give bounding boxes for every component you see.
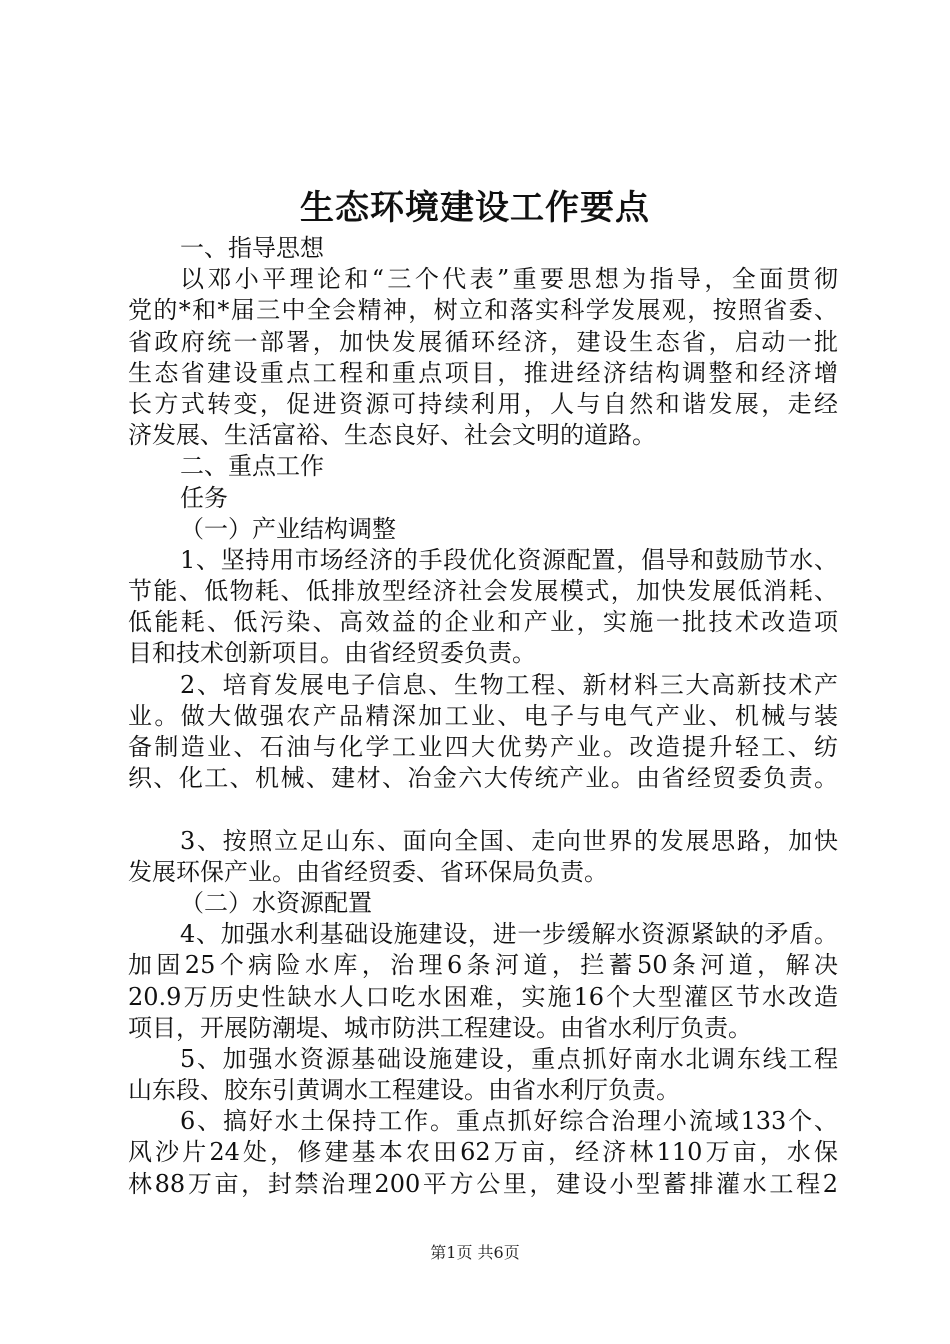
paragraph-line: 业。做大做强农产品精深加工业、电子与电气产业、机械与装 bbox=[128, 701, 838, 730]
subsection-heading: （一）产业结构调整 bbox=[180, 514, 396, 543]
paragraph-line: 节能、低物耗、低排放型经济社会发展模式，加快发展低消耗、 bbox=[128, 577, 838, 606]
document-body bbox=[128, 233, 838, 1200]
paragraph-line: 5、加强水资源基础设施建设，重点抓好南水北调东线工程 bbox=[180, 1044, 838, 1073]
paragraph-line: 备制造业、石油与化学工业四大优势产业。改造提升轻工、纺 bbox=[128, 733, 838, 761]
paragraph-line: 项目，开展防潮堤、城市防洪工程建设。由省水利厅负责。 bbox=[128, 1013, 752, 1042]
paragraph-line: 林88万亩，封禁治理200平方公里，建设小型蓄排灌水工程2 bbox=[128, 1169, 838, 1198]
paragraph-line: 以邓小平理论和“三个代表”重要思想为指导，全面贯彻 bbox=[180, 265, 838, 294]
paragraph-line: 省政府统一部署，加快发展循环经济，建设生态省，启动一批 bbox=[128, 327, 838, 356]
subsection-heading: （二）水资源配置 bbox=[180, 888, 372, 917]
paragraph-line: 1、坚持用市场经济的手段优化资源配置，倡导和鼓励节水、 bbox=[180, 545, 838, 574]
paragraph-line: 济发展、生活富裕、生态良好、社会文明的道路。 bbox=[128, 421, 656, 450]
paragraph-line: 2、培育发展电子信息、生物工程、新材料三大高新技术产 bbox=[180, 670, 838, 699]
section-heading: 二、重点工作 bbox=[180, 452, 324, 481]
paragraph-line: 20.9万历史性缺水人口吃水困难，实施16个大型灌区节水改造 bbox=[128, 982, 838, 1011]
page-number-footer: 第1页 共6页 bbox=[430, 1243, 520, 1262]
document-title: 生态环境建设工作要点 bbox=[300, 188, 650, 228]
paragraph-line: 风沙片24处，修建基本农田62万亩，经济林110万亩，水保 bbox=[128, 1138, 838, 1167]
paragraph-line: 山东段、胶东引黄调水工程建设。由省水利厅负责。 bbox=[128, 1076, 680, 1105]
paragraph-line: 6、搞好水土保持工作。重点抓好综合治理小流域133个、 bbox=[180, 1107, 838, 1136]
paragraph-line: 生态省建设重点工程和重点项目，推进经济结构调整和经济增 bbox=[128, 358, 838, 387]
subheading: 任务 bbox=[180, 483, 228, 512]
paragraph-line: 加固25个病险水库，治理6条河道，拦蓄50条河道，解决 bbox=[128, 951, 838, 980]
paragraph-line: 织、化工、机械、建材、冶金六大传统产业。由省经贸委负责。 bbox=[128, 764, 838, 793]
paragraph-line: 发展环保产业。由省经贸委、省环保局负责。 bbox=[128, 857, 608, 886]
section-heading: 一、指导思想 bbox=[180, 234, 324, 262]
paragraph-line: 党的*和*届三中全会精神，树立和落实科学发展观，按照省委、 bbox=[128, 296, 838, 325]
paragraph-line: 目和技术创新项目。由省经贸委负责。 bbox=[128, 639, 536, 668]
paragraph-line: 长方式转变，促进资源可持续利用，人与自然和谐发展，走经 bbox=[128, 389, 838, 418]
blank-line bbox=[128, 794, 838, 825]
paragraph-line: 4、加强水利基础设施建设，进一步缓解水资源紧缺的矛盾。 bbox=[180, 920, 838, 949]
paragraph-line: 3、按照立足山东、面向全国、走向世界的发展思路，加快 bbox=[180, 826, 838, 855]
paragraph-line: 低能耗、低污染、高效益的企业和产业，实施一批技术改造项 bbox=[128, 608, 838, 637]
